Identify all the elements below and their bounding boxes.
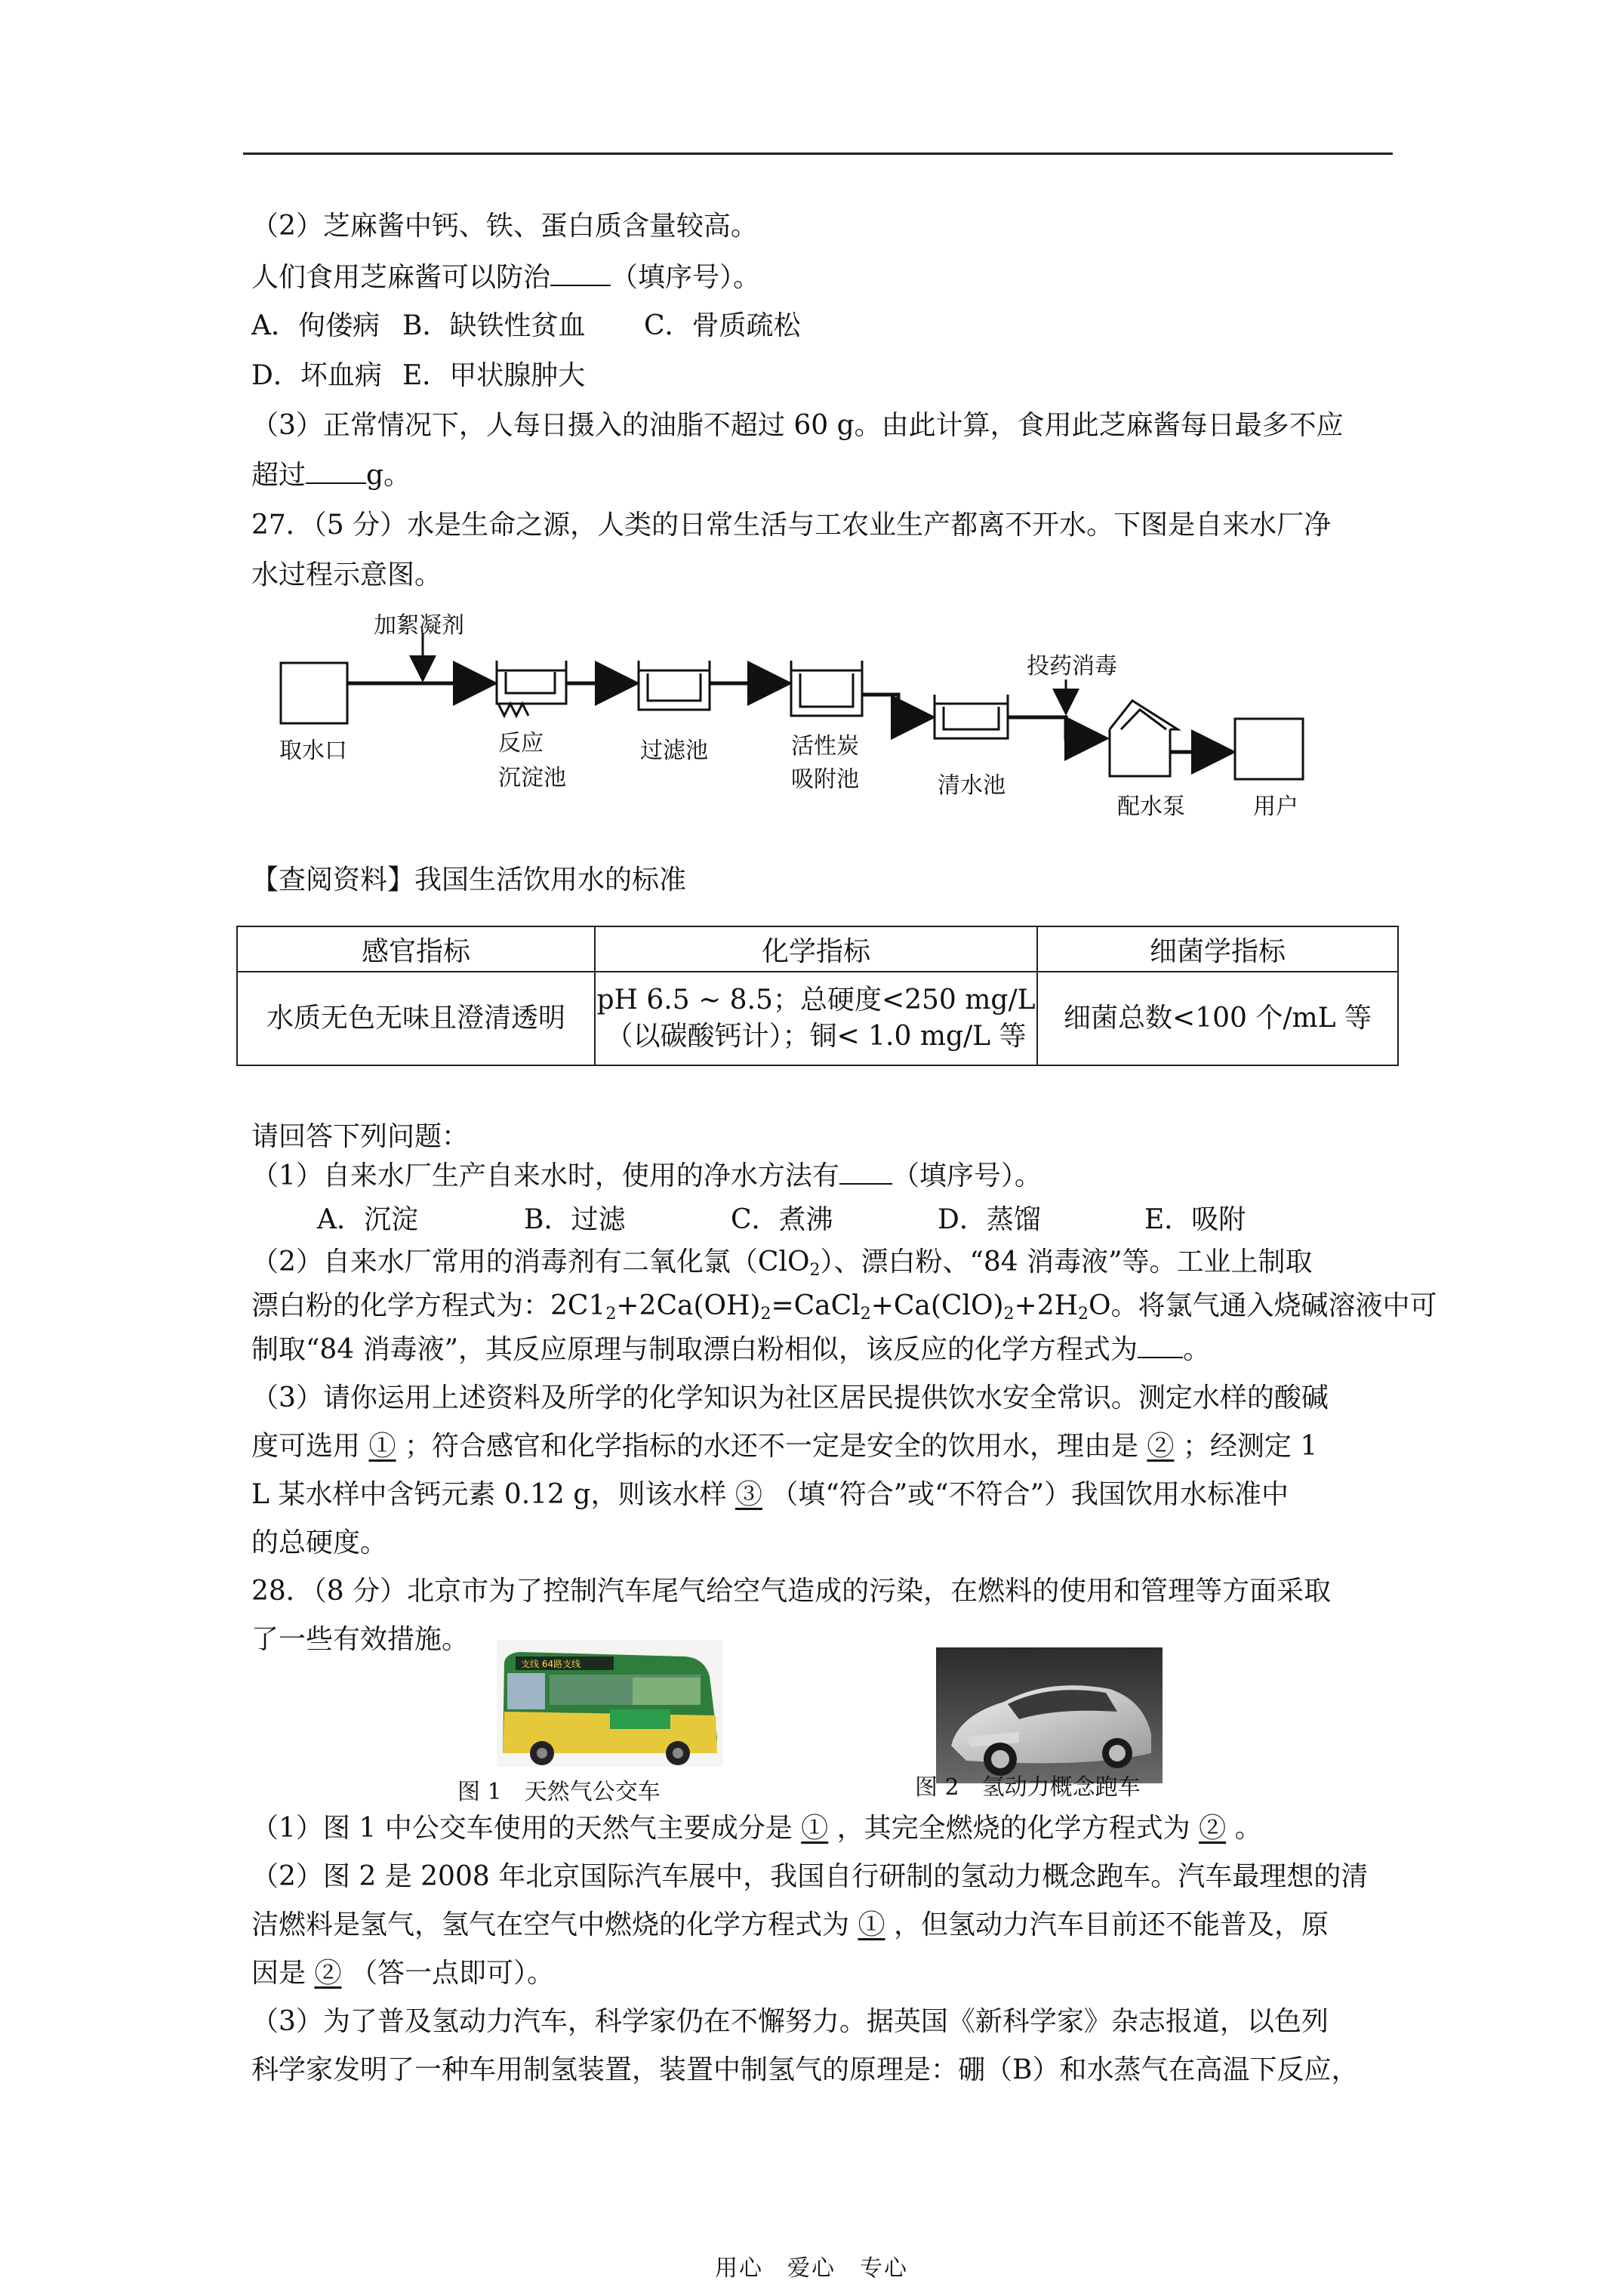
blank-2: ②: [1199, 1813, 1227, 1844]
water-standard-table: [236, 926, 1399, 1066]
answer-prompt: 请回答下列问题：: [251, 1121, 470, 1152]
q27-part2-line2: 漂白粉的化学方程式为：$2C1_2+2Ca(OH)_2=CaCl_2+Ca(ClO)_2+2H_2O$。将氯气通入烧碱溶液中可: [251, 1290, 1437, 1324]
header-rule: [243, 153, 1393, 155]
answer-blank: [306, 460, 366, 484]
reference-title: 【查阅资料】我国生活饮用水的标准: [251, 864, 687, 895]
stage-carbon-2: 吸附池: [791, 766, 859, 793]
answer-blank: [550, 262, 611, 286]
q26-part3-line2: 超过 g。: [251, 460, 411, 491]
q26-part3-line1: （3）正常情况下，人每日摄入的油脂不超过 60 g。由此计算，食用此芝麻酱每日最多不应: [251, 410, 1344, 441]
stage-clear: 清水池: [938, 772, 1006, 799]
q26-part2-line2: 人们食用芝麻酱可以防治 （填序号）。: [251, 262, 761, 293]
table-cell-chemical: pH 6.5 ~ 8.5；总硬度<250 mg/L （以碳酸钙计）；铜< 1.0 mg/L 等: [595, 972, 1037, 1065]
stage-reaction-1: 反应: [498, 730, 544, 757]
q28-intro-line2: 了一些有效措施。: [251, 1624, 470, 1655]
stage-pump: 配水泵: [1117, 794, 1185, 820]
table-header-chemical: 化学指标: [595, 926, 1037, 972]
table-header-sensory: 感官指标: [237, 926, 595, 972]
q28-part3-line2: 科学家发明了一种车用制氢装置，装置中制氢气的原理是：硼（B）和水蒸气在高温下反应，: [251, 2054, 1359, 2085]
car-image: [936, 1647, 1163, 1783]
bus-image: [497, 1640, 723, 1767]
q26-options-row2: D．坏血病 E．甲状腺肿大: [251, 360, 586, 391]
q28-part3-line1: （3）为了普及氢动力汽车，科学家仍在不懈努力。据英国《新科学家》杂志报道，以色列: [251, 2006, 1329, 2037]
stage-carbon-1: 活性炭: [791, 733, 859, 760]
q27-intro-line1: 27．（5 分）水是生命之源，人类的日常生活与工农业生产都离不开水。下图是自来水厂净: [251, 510, 1332, 541]
bus-sign: 支线 64路支线: [521, 1659, 581, 1669]
blank-1: ①: [858, 1909, 885, 1940]
clear-water-tank: [935, 695, 1008, 738]
natural-gas-bus-photo: [497, 1640, 723, 1767]
bleach-equation: $2C1_2+2Ca(OH)_2=CaCl_2+Ca(ClO)_2+2H_2O$: [550, 1290, 1111, 1324]
q27-intro-line2: 水过程示意图。: [251, 559, 442, 590]
page-footer: 用心 爱心 专心: [715, 2255, 908, 2282]
q27-part3-line1: （3）请你运用上述资料及所学的化学知识为社区居民提供饮水安全常识。测定水样的酸碱: [251, 1382, 1329, 1413]
answer-blank: [1138, 1334, 1183, 1358]
q26-part2-line1: （2）芝麻酱中钙、铁、蛋白质含量较高。: [251, 211, 758, 242]
stage-user: 用户: [1253, 794, 1298, 820]
blank-2: ②: [1147, 1431, 1175, 1462]
pump-shape: [1110, 729, 1170, 776]
q27-part3-line4: 的总硬度。: [251, 1527, 388, 1558]
stage-reaction-2: 沉淀池: [498, 765, 566, 791]
disinfect-label: 投药消毒: [1027, 653, 1117, 680]
answer-blank: [839, 1160, 892, 1185]
additive-label: 加絮凝剂: [374, 612, 464, 639]
table-cell-sensory: 水质无色无味且澄清透明: [237, 972, 595, 1065]
table-cell-bacteria: 细菌总数<100 个/mL 等: [1037, 972, 1398, 1065]
q28-part1: （1）图 1 中公交车使用的天然气主要成分是 ① ，其完全燃烧的化学方程式为 ② 。: [251, 1813, 1262, 1844]
q27-part2-line1: （2）自来水厂常用的消毒剂有二氧化氯（ClO$_2$）、漂白粉、“84 消毒液”等。工业上制取: [251, 1247, 1313, 1280]
q26-options-row1: A．佝偻病 B．缺铁性贫血 C．骨质疏松: [251, 310, 801, 341]
figure1-caption: 图 1 天然气公交车: [457, 1779, 661, 1805]
q27-part3-line2: 度可选用 ① ；符合感官和化学指标的水还不一定是安全的饮用水，理由是 ② ；经测定 1: [251, 1431, 1318, 1462]
q27-part1-options: A．沉淀 B．过滤 C．煮沸 D．蒸馏 E．吸附: [317, 1204, 1246, 1235]
q28-part2-line2: 洁燃料是氢气，氢气在空气中燃烧的化学方程式为 ① ，但氢动力汽车目前还不能普及，原: [251, 1909, 1329, 1940]
table-header-bacteria: 细菌学指标: [1037, 926, 1398, 972]
figure2-caption: 图 2 氢动力概念跑车: [915, 1774, 1141, 1801]
q27-part3-line3: L 某水样中含钙元素 0.12 g，则该水样 ③ （填“符合”或“不符合”）我国饮用水标准中: [251, 1479, 1289, 1510]
q28-part2-line3: 因是 ② （答一点即可）。: [251, 1958, 554, 1989]
filter-tank: [639, 661, 710, 710]
blank-1: ①: [801, 1813, 829, 1844]
blank-2: ②: [314, 1958, 342, 1989]
stage-filter: 过滤池: [640, 738, 708, 764]
blank-3: ③: [735, 1479, 762, 1510]
hydrogen-car-photo: [936, 1647, 1163, 1783]
q28-part2-line1: （2）图 2 是 2008 年北京国际汽车展中，我国自行研制的氢动力概念跑车。汽车最理想的清: [251, 1861, 1369, 1892]
user-box: [1235, 719, 1303, 779]
intake-box: [281, 663, 347, 723]
q27-part1: （1）自来水厂生产自来水时，使用的净水方法有 （填序号）。: [251, 1160, 1042, 1191]
blank-1: ①: [368, 1431, 396, 1462]
q28-intro-line1: 28．（8 分）北京市为了控制汽车尾气给空气造成的污染，在燃料的使用和管理等方面采取: [251, 1576, 1332, 1607]
stage-intake: 取水口: [279, 738, 347, 764]
q27-part2-line3: 制取“84 消毒液”，其反应原理与制取漂白粉相似，该反应的化学方程式为 。: [251, 1334, 1211, 1365]
water-treatment-flow-diagram: [272, 604, 1344, 831]
